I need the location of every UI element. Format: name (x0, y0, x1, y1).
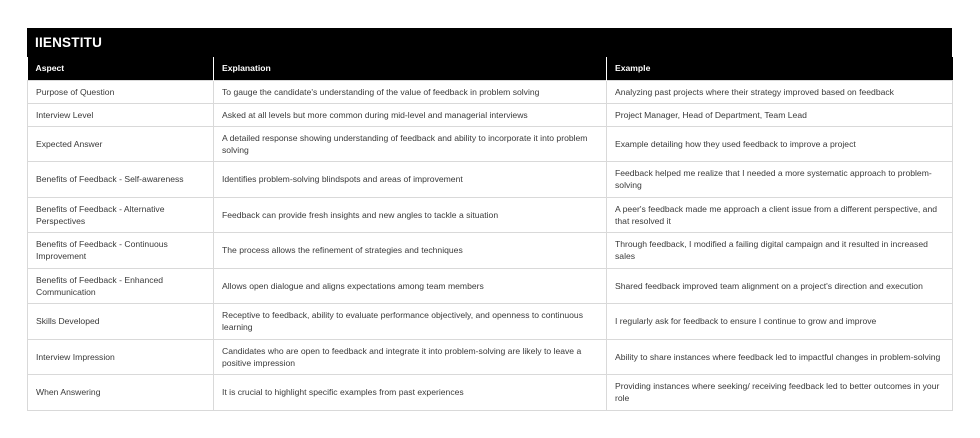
cell-explanation: Allows open dialogue and aligns expectations among team members (214, 268, 607, 304)
table-row (28, 339, 953, 375)
cell-explanation: It is crucial to highlight specific examples from past experiences (214, 375, 607, 411)
cell-aspect: Interview Impression (28, 339, 214, 375)
cell-explanation: Asked at all levels but more common during mid-level and managerial interviews (214, 103, 607, 126)
table-row (28, 103, 953, 126)
header-aspect: Aspect (28, 57, 214, 80)
cell-explanation: Identifies problem-solving blindspots and areas of improvement (214, 162, 607, 198)
cell-aspect: Benefits of Feedback - Enhanced Communication (28, 268, 214, 304)
cell-aspect: Expected Answer (28, 126, 214, 162)
brand-title: IIENSTITU (27, 28, 952, 57)
header-explanation: Explanation (214, 57, 607, 80)
table-row (28, 80, 953, 103)
table-row (28, 375, 953, 411)
cell-aspect: Benefits of Feedback - Alternative Perspectives (28, 197, 214, 233)
feedback-table-card (27, 28, 952, 411)
cell-explanation: A detailed response showing understanding of feedback and ability to incorporate it into problem solving (214, 126, 607, 162)
table-header-row (28, 57, 953, 80)
cell-example: Providing instances where seeking/ receiving feedback led to better outcomes in your role (607, 375, 953, 411)
cell-explanation: Receptive to feedback, ability to evaluate performance objectively, and openness to continuous learning (214, 304, 607, 340)
cell-aspect: Benefits of Feedback - Self-awareness (28, 162, 214, 198)
cell-example: Feedback helped me realize that I needed a more systematic approach to problem-solving (607, 162, 953, 198)
cell-example: Project Manager, Head of Department, Team Lead (607, 103, 953, 126)
feedback-table (27, 57, 953, 411)
cell-explanation: To gauge the candidate's understanding of the value of feedback in problem solving (214, 80, 607, 103)
cell-example: Ability to share instances where feedback led to impactful changes in problem-solving (607, 339, 953, 375)
cell-aspect: Benefits of Feedback - Continuous Improvement (28, 233, 214, 269)
table-row (28, 162, 953, 198)
cell-example: Example detailing how they used feedback to improve a project (607, 126, 953, 162)
cell-example: Through feedback, I modified a failing digital campaign and it resulted in increased sales (607, 233, 953, 269)
header-example: Example (607, 57, 953, 80)
cell-aspect: Interview Level (28, 103, 214, 126)
table-row (28, 197, 953, 233)
cell-explanation: The process allows the refinement of strategies and techniques (214, 233, 607, 269)
table-row (28, 233, 953, 269)
cell-aspect: When Answering (28, 375, 214, 411)
cell-example: I regularly ask for feedback to ensure I continue to grow and improve (607, 304, 953, 340)
table-row (28, 268, 953, 304)
cell-example: Shared feedback improved team alignment on a project's direction and execution (607, 268, 953, 304)
cell-explanation: Feedback can provide fresh insights and new angles to tackle a situation (214, 197, 607, 233)
cell-aspect: Purpose of Question (28, 80, 214, 103)
cell-example: A peer's feedback made me approach a client issue from a different perspective, and that resolved it (607, 197, 953, 233)
cell-explanation: Candidates who are open to feedback and integrate it into problem-solving are likely to leave a positive impression (214, 339, 607, 375)
table-row (28, 126, 953, 162)
cell-aspect: Skills Developed (28, 304, 214, 340)
cell-example: Analyzing past projects where their strategy improved based on feedback (607, 80, 953, 103)
table-row (28, 304, 953, 340)
